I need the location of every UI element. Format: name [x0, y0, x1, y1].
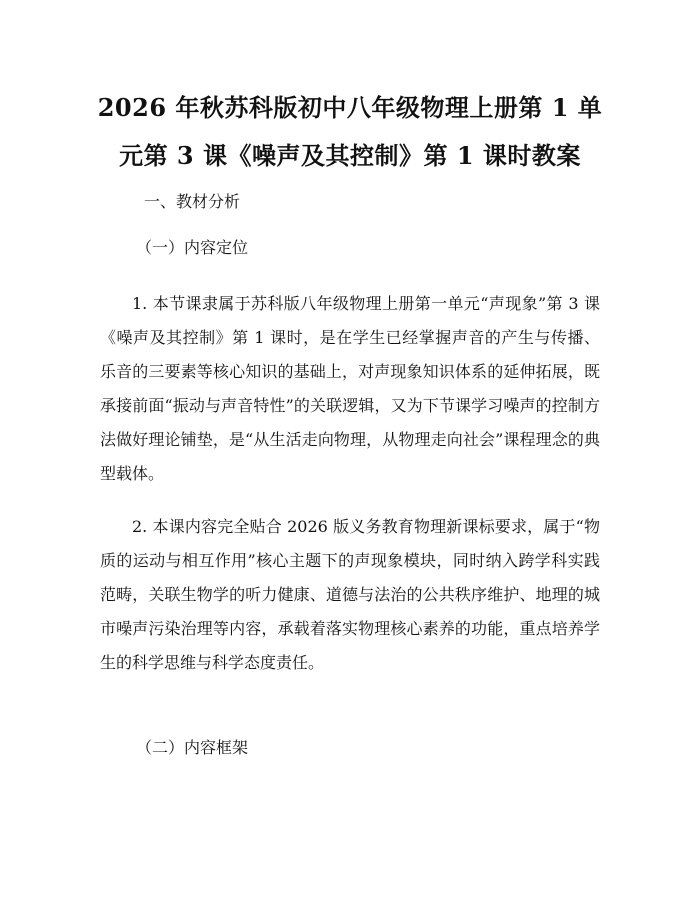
title-line-1: 2026 年秋苏科版初中八年级物理上册第 1 单 — [97, 93, 603, 122]
paragraph-2: 2. 本课内容完全贴合 2026 版义务教育物理新课标要求，属于“物质的运动与相互作用”核心主题下的声现象模块，同时纳入跨学科实践范畴，关联生物学的听力健康、道德与法治的公共秩序维护、地理的城市噪声污染治理等内容，承载着落实物理核心素养的功能，重点培养学生的科学思维与科学态度责任。 — [100, 517, 600, 672]
subsection-heading-content-positioning: （一）内容定位 — [136, 238, 249, 257]
section-heading-textbook-analysis: 一、教材分析 — [144, 192, 241, 211]
title-line-2: 元第 3 课《噪声及其控制》第 1 课时教案 — [119, 141, 581, 170]
document-title — [90, 84, 610, 180]
paragraph-1: 1. 本节课隶属于苏科版八年级物理上册第一单元“声现象”第 3 课《噪声及其控制》第 1 课时，是在学生已经掌握声音的产生与传播、乐音的三要素等核心知识的基础上，对声现象知识体系的延伸拓展，既承接前面“振动与声音特性”的关联逻辑，又为下节课学习噪声的控制方法做好理论铺垫，是“从生活走向物理，从物理走向社会”课程理念的典型载体。 — [100, 294, 600, 483]
subsection-heading-content-framework: （二）内容框架 — [136, 738, 249, 757]
